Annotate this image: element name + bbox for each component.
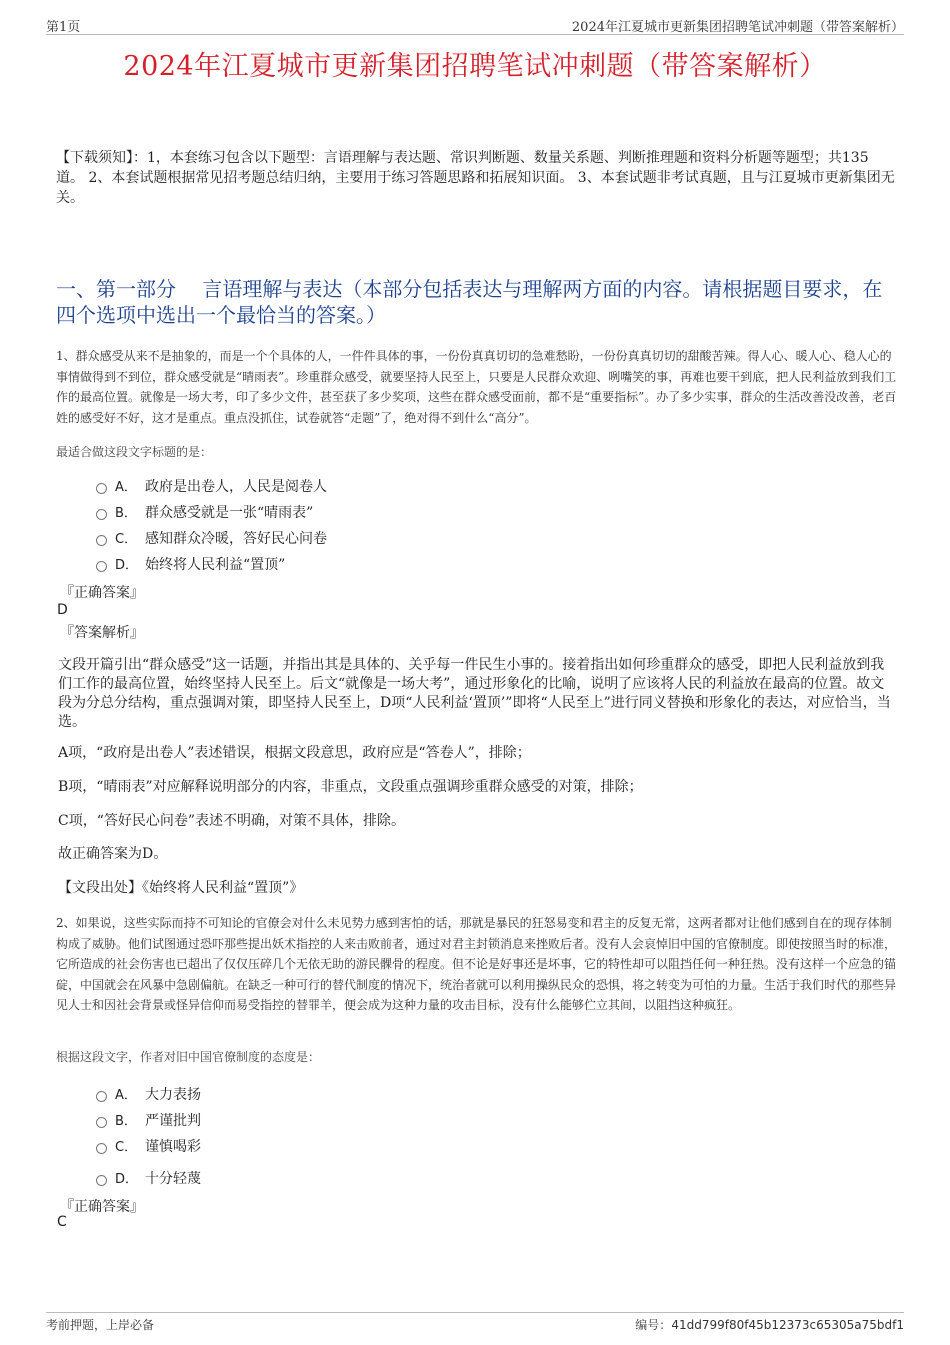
footer-code-value: 41dd799f80f45b12373c65305a75bdf1 <box>671 1318 904 1332</box>
option-text: 严谨批判 <box>145 1113 201 1129</box>
q2-option-a[interactable] <box>96 1084 201 1106</box>
document-title: 2024年江夏城市更新集团招聘笔试冲刺题（带答案解析） <box>123 51 827 82</box>
page-number: 第1页 <box>46 20 81 35</box>
option-letter: C． <box>115 532 138 547</box>
footer-slogan: 考前押题，上岸必备 <box>46 1318 155 1332</box>
radio-icon[interactable] <box>96 1091 107 1102</box>
q2-option-c[interactable] <box>96 1136 201 1158</box>
option-text: 群众感受就是一张“晴雨表” <box>145 505 314 521</box>
option-letter: B． <box>115 506 137 521</box>
radio-icon[interactable] <box>96 535 107 546</box>
q1-answer-label: 『正确答案』 <box>60 585 144 601</box>
header-doc-title: 2024年江夏城市更新集团招聘笔试冲刺题（带答案解析） <box>571 20 904 35</box>
q1-analysis-a: A项，“政府是出卷人”表述错误，根据文段意思，政府应是“答卷人”，排除； <box>58 745 531 761</box>
footer-code <box>635 1316 904 1333</box>
q1-analysis-label: 『答案解析』 <box>60 625 144 641</box>
radio-icon[interactable] <box>96 509 107 520</box>
q1-prompt: 最适合做这段文字标题的是： <box>56 445 213 459</box>
q2-option-d[interactable] <box>96 1168 201 1190</box>
option-letter: C． <box>115 1140 138 1155</box>
option-text: 始终将人民利益“置顶” <box>145 557 286 573</box>
q1-option-c[interactable] <box>96 528 327 550</box>
q1-text: 1、群众感受从来不是抽象的，而是一个个具体的人，一件件具体的事，一份份真真切切的急难愁盼，一份份真真切切的甜酸苦辣。得人心、暖人心、稳人心的事情做得到不到位，群众感受就是“晴雨表”。珍重群众感受，就要坚持人民至上，只要是人民群众欢迎、咧嘴笑的事，再难也要干到底，把人民利益放到我们工作的最高位置。就像是一场大考，印了多少文件，甚至获了多少奖项，这些在群众感受面前，都不是“重要指标”。办了多少实事，群众的生活改善没改善，老百姓的感受好不好，这才是重点。重点没抓住，试卷就答“走题”了，绝对得不到什么“高分”。 <box>56 349 897 425</box>
page-footer <box>46 1312 904 1332</box>
option-letter: D． <box>115 1172 139 1187</box>
q1-analysis-c: C项，“答好民心问卷”表述不明确，对策不具体，排除。 <box>58 813 406 829</box>
q2-option-b[interactable] <box>96 1110 201 1132</box>
option-text: 大力表扬 <box>145 1087 201 1103</box>
option-text: 政府是出卷人，人民是阅卷人 <box>145 479 327 495</box>
download-notice: 【下载须知】：1，本套练习包含以下题型：言语理解与表达题、常识判断题、数量关系题、判断推理题和资料分析题等题型；共135道。 2、本套试题根据常见招考题总结归纳，主要用于练习答题思路和拓展知识面。 3、本套试题非考试真题，且与江夏城市更新集团无关。 <box>56 150 895 206</box>
q1-option-b[interactable] <box>96 502 313 524</box>
q1-option-a[interactable] <box>96 476 327 498</box>
q2-answer: C <box>57 1214 67 1230</box>
option-text: 谨慎喝彩 <box>145 1139 201 1155</box>
q1-option-d[interactable] <box>96 554 285 576</box>
q1-analysis-main: 文段开篇引出“群众感受”这一话题，并指出其是具体的、关乎每一件民生小事的。接着指出如何珍重群众的感受，即把人民利益放到我们工作的最高位置，始终坚持人民至上。后文“就像是一场大考”，通过形象化的比喻，说明了应该将人民的利益放在最高的位置。故文段为分总分结构，重点强调对策，即坚持人民至上，D项“人民利益‘置顶’”即将“人民至上”进行同义替换和形象化的表达，对应恰当，当选。 <box>58 657 891 730</box>
option-letter: A． <box>115 480 137 495</box>
page-header <box>46 14 904 35</box>
option-letter: D． <box>115 558 139 573</box>
section-heading: 一、第一部分 言语理解与表达（本部分包括表达与理解两方面的内容。请根据题目要求，在四个选项中选出一个最恰当的答案。） <box>56 277 883 327</box>
option-letter: A． <box>115 1088 137 1103</box>
radio-icon[interactable] <box>96 1143 107 1154</box>
q2-text: 2、如果说，这些实际而持不可知论的官僚会对什么未见势力感到害怕的话，那就是暴民的狂怒易变和君主的反复无常，这两者都对让他们感到自在的现存体制构成了威胁。他们试图通过恐吓那些提出妖术指控的人来击败前者，通过对君主封锁消息来挫败后者。没有人会哀悼旧中国的官僚制度。即使按照当时的标准，它所造成的社会伤害也已超出了仅仅压碎几个无依无助的游民髁骨的程度。但不论是好事还是坏事，它的特性却可以阻挡任何一种狂热。没有这样一个应急的锚碇，中国就会在风暴中急剧偏航。在缺乏一种可行的替代制度的情况下，统治者就可以利用操纵民众的恐惧，将之转变为可怕的力量。生活于我们时代的那些异见人士和因社会背景或怪异信仰而易受指控的替罪羊，便会成为这种力量的攻击目标，没有什么能够伫立其间，以阻挡这种疯狂。 <box>56 916 897 1013</box>
footer-code-label: 编号： <box>635 1318 672 1332</box>
q1-source: 【文段出处】《始终将人民利益“置顶”》 <box>58 880 304 896</box>
radio-icon[interactable] <box>96 1175 107 1186</box>
q2-prompt: 根据这段文字，作者对旧中国官僚制度的态度是： <box>56 1050 321 1064</box>
q1-analysis-b: B项，“晴雨表”对应解释说明部分的内容，非重点，文段重点强调珍重群众感受的对策，排除； <box>58 779 643 795</box>
option-text: 十分轻蔑 <box>145 1171 201 1187</box>
q1-conclusion: 故正确答案为D。 <box>58 846 168 862</box>
radio-icon[interactable] <box>96 1117 107 1128</box>
q2-answer-label: 『正确答案』 <box>60 1199 144 1215</box>
radio-icon[interactable] <box>96 561 107 572</box>
option-letter: B． <box>115 1114 137 1129</box>
option-text: 感知群众冷暖，答好民心问卷 <box>145 531 327 547</box>
radio-icon[interactable] <box>96 483 107 494</box>
q1-answer: D <box>57 602 68 618</box>
